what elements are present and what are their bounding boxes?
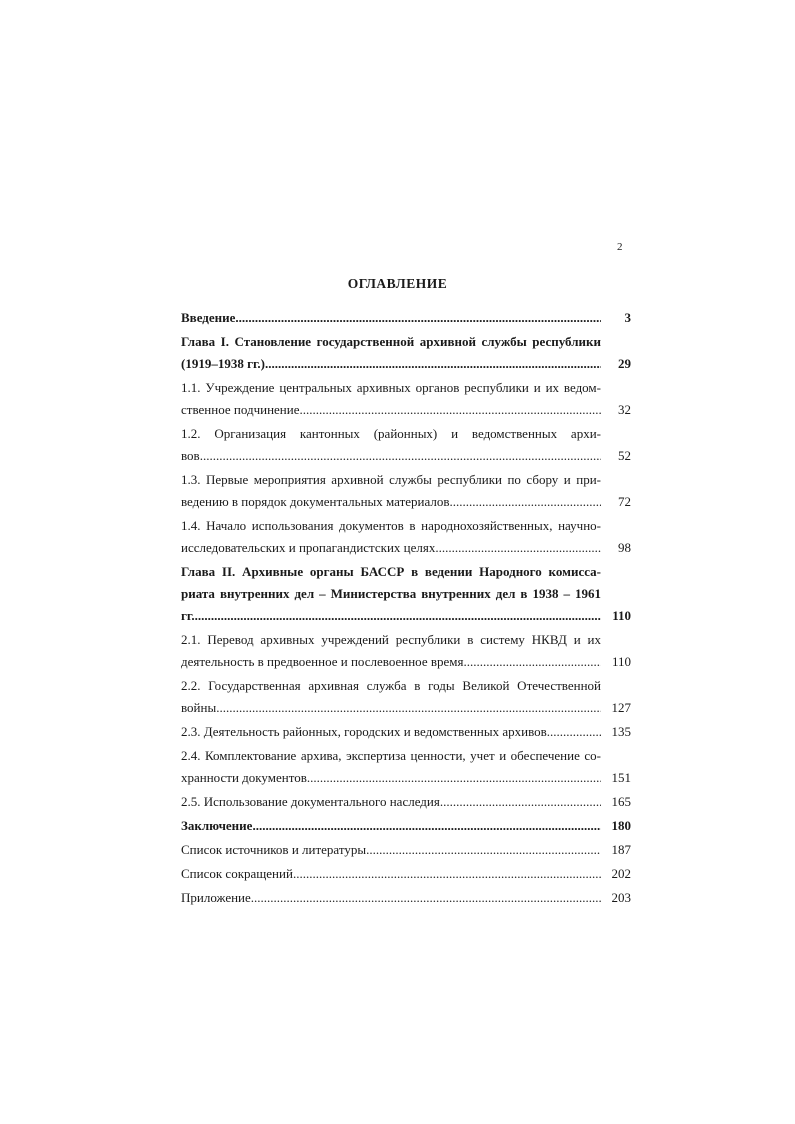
toc-entry xyxy=(181,745,631,789)
toc-entry-page: 135 xyxy=(611,724,631,739)
toc-entry-title-line: 1.2. Организация кантонных (районных) и ведомственных архи- xyxy=(181,426,601,441)
dot-leader xyxy=(450,491,601,513)
toc-entry-page: 29 xyxy=(618,356,631,371)
toc-entry xyxy=(181,331,631,375)
toc-entry-title-line: 2.3. Деятельность районных, городских и ведомственных архивов xyxy=(181,724,547,739)
toc-entry xyxy=(181,721,631,743)
toc-entry-title-line: Заключение xyxy=(181,818,253,833)
toc-entry-title-line: деятельность в предвоенное и послевоенное время xyxy=(181,654,464,669)
toc-entry xyxy=(181,863,631,885)
toc-entry-title-line: Список источников и литературы xyxy=(181,842,367,857)
toc-entry-title-line: Приложение xyxy=(181,890,251,905)
toc-entry-page: 52 xyxy=(618,448,631,463)
dot-leader xyxy=(299,399,601,421)
toc-entry-title-line: Введение xyxy=(181,310,236,325)
dot-leader xyxy=(200,445,601,467)
dot-leader xyxy=(435,537,601,559)
toc-entry xyxy=(181,815,631,837)
toc-entry-page: 202 xyxy=(611,866,631,881)
toc-entry-page: 110 xyxy=(612,608,631,623)
toc-entry-title-line: ведению в порядок документальных материалов xyxy=(181,494,450,509)
toc-entry-title-line: 1.3. Первые мероприятия архивной службы республики по сбору и при- xyxy=(181,472,601,487)
dot-leader xyxy=(463,651,601,673)
toc-entry xyxy=(181,629,631,673)
toc-entry-title-line: вов xyxy=(181,448,200,463)
toc-entry-page: 180 xyxy=(611,818,631,833)
table-of-contents xyxy=(181,307,631,911)
toc-entry-title-line: Список сокращений xyxy=(181,866,293,881)
toc-entry-title-line: хранности документов xyxy=(181,770,307,785)
page-title: ОГЛАВЛЕНИЕ xyxy=(347,276,448,291)
dot-leader xyxy=(547,721,601,743)
toc-entry-page: 165 xyxy=(611,794,631,809)
dot-leader xyxy=(251,887,601,909)
page-number: 2 xyxy=(617,241,623,253)
toc-entry xyxy=(181,887,631,909)
toc-entry xyxy=(181,469,631,513)
toc-entry-title-line: 1.1. Учреждение центральных архивных органов республики и их ведом- xyxy=(181,380,601,395)
dot-leader xyxy=(216,697,601,719)
toc-entry-title-line: 2.5. Использование документального наследия xyxy=(181,794,440,809)
toc-entry-title-line: (1919–1938 гг.) xyxy=(181,356,265,371)
toc-entry-page: 110 xyxy=(611,654,631,669)
dot-leader xyxy=(440,791,601,813)
dot-leader xyxy=(293,863,601,885)
toc-entry-page: 3 xyxy=(624,310,631,325)
toc-entry-page: 203 xyxy=(611,890,631,905)
toc-entry xyxy=(181,423,631,467)
toc-entry-title-line: Глава I. Становление государственной архивной службы республики xyxy=(181,334,601,349)
toc-entry xyxy=(181,307,631,329)
toc-entry xyxy=(181,839,631,861)
toc-entry-title-line: ственное подчинение xyxy=(181,402,300,417)
toc-entry-title-line: Глава II. Архивные органы БАССР в ведении Народного комисса- xyxy=(181,564,601,579)
dot-leader xyxy=(235,307,601,329)
dot-leader xyxy=(265,353,601,375)
dot-leader xyxy=(307,767,601,789)
toc-entry-page: 32 xyxy=(618,402,631,417)
toc-entry-page: 72 xyxy=(618,494,631,509)
toc-entry-title-line: войны xyxy=(181,700,217,715)
toc-entry-title-line: 2.2. Государственная архивная служба в годы Великой Отечественной xyxy=(181,678,601,693)
dot-leader xyxy=(366,839,601,861)
toc-entry xyxy=(181,515,631,559)
toc-entry-title-line: риата внутренних дел – Министерства внутренних дел в 1938 – 1961 xyxy=(181,586,601,601)
toc-entry-page: 127 xyxy=(611,700,631,715)
dot-leader xyxy=(252,815,601,837)
toc-entry-title-line: 2.4. Комплектование архива, экспертиза ценности, учет и обеспечение со- xyxy=(181,748,601,763)
dot-leader xyxy=(195,605,601,627)
toc-entry-title-line: гг. xyxy=(181,608,195,623)
toc-entry-page: 98 xyxy=(618,540,631,555)
toc-entry-page: 151 xyxy=(611,770,631,785)
toc-entry xyxy=(181,377,631,421)
toc-entry-title-line: 1.4. Начало использования документов в народнохозяйственных, научно- xyxy=(181,518,601,533)
toc-entry xyxy=(181,675,631,719)
toc-entry-page: 187 xyxy=(611,842,631,857)
toc-entry-title-line: 2.1. Перевод архивных учреждений республики в систему НКВД и их xyxy=(181,632,601,647)
toc-entry xyxy=(181,791,631,813)
toc-entry-title-line: исследовательских и пропагандистских целях xyxy=(181,540,436,555)
toc-entry xyxy=(181,561,631,627)
